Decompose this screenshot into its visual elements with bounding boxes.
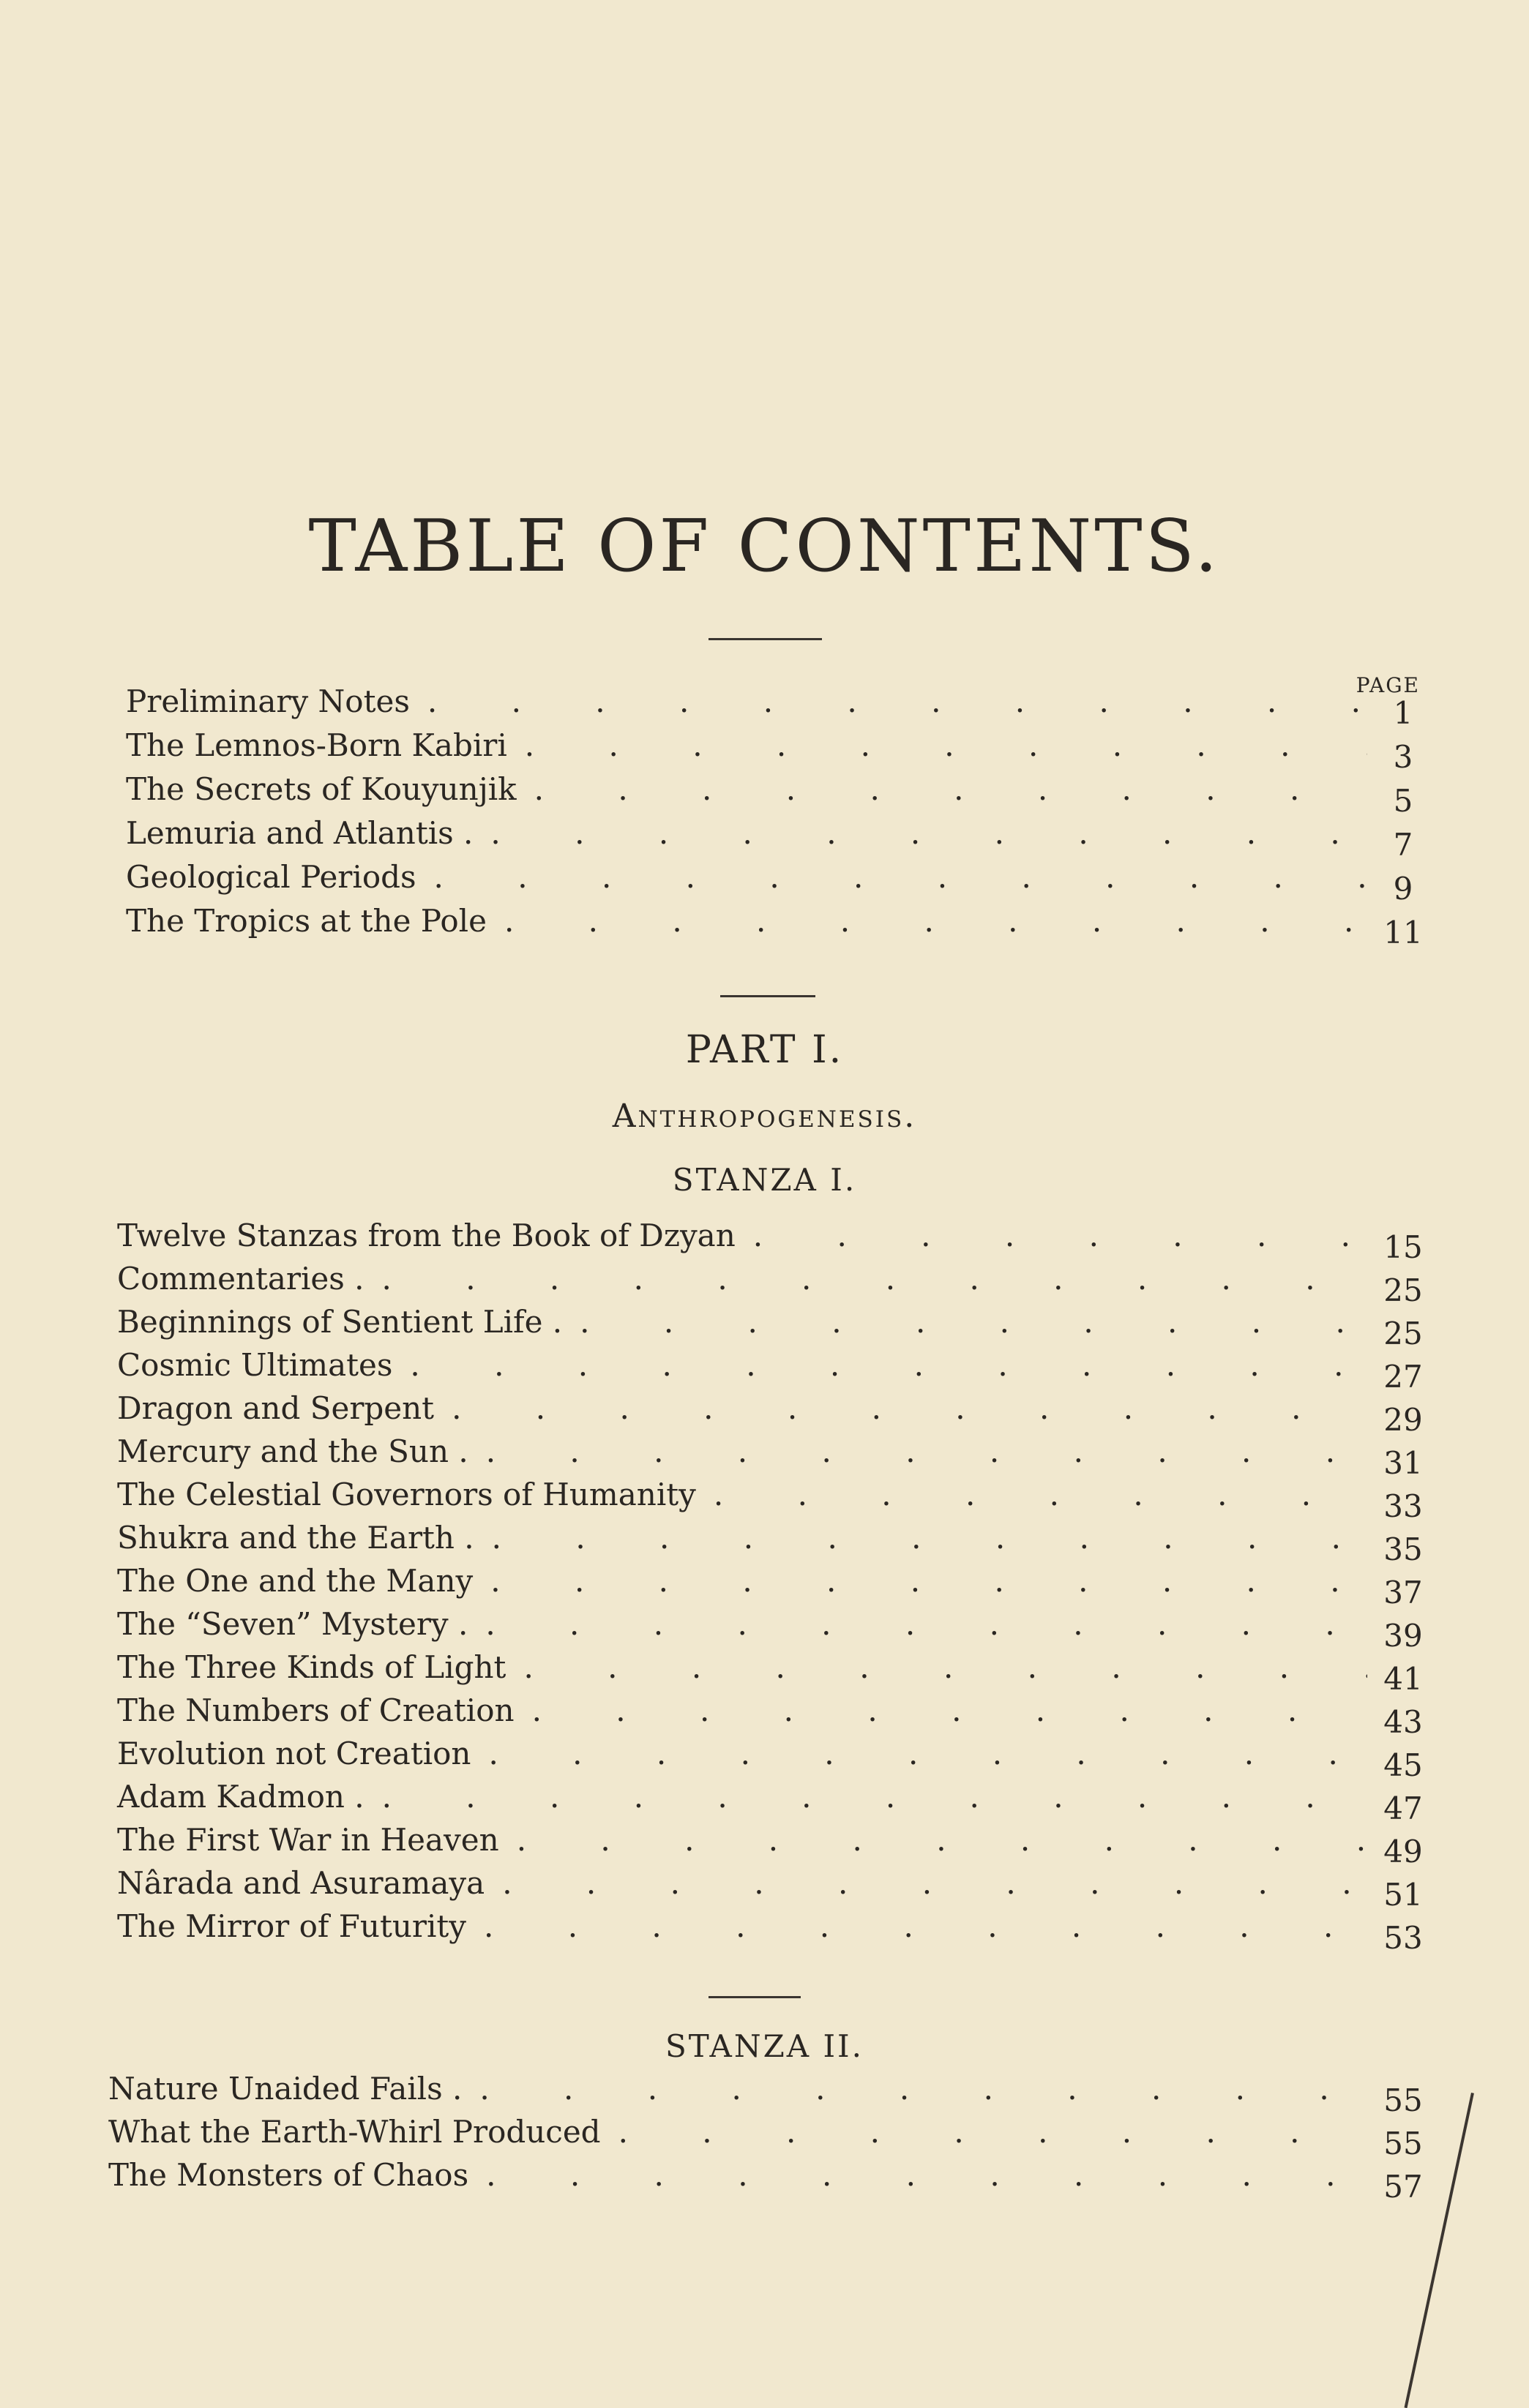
dot-leader (486, 2154, 1367, 2197)
dot-leader (382, 1258, 1367, 1300)
entry-title: The Celestial Governors of Humanity (117, 1477, 696, 1512)
entry-title: Evolution not Creation (117, 1736, 471, 1771)
part-divider (720, 995, 815, 997)
entry-page: 55 (1383, 2082, 1423, 2118)
entry-title: The Three Kinds of Light (117, 1649, 506, 1685)
dot-leader (485, 1603, 1367, 1646)
entry-title: Twelve Stanzas from the Book of Dzyan (117, 1218, 736, 1253)
dot-leader (753, 1215, 1367, 1257)
entry-page: 53 (1383, 1920, 1423, 1956)
entry-page: 31 (1383, 1445, 1423, 1481)
entry-page: 5 (1393, 783, 1413, 819)
entry-title: The “Seven” Mystery . (117, 1606, 468, 1642)
dot-leader (410, 1344, 1367, 1387)
entry-title: Cosmic Ultimates (117, 1347, 393, 1383)
stanza-2-header (0, 2028, 1529, 2064)
part-subtitle: Anthropogenesis. (612, 1098, 917, 1135)
toc-entry[interactable] (126, 680, 1429, 731)
dot-leader (486, 1430, 1367, 1473)
dot-leader (532, 1689, 1367, 1732)
entry-page: 29 (1383, 1402, 1423, 1438)
toc-entry[interactable] (126, 812, 1429, 863)
toc-entry[interactable] (108, 2111, 1429, 2161)
part-title: PART I. (685, 1028, 844, 1072)
entry-page: 47 (1383, 1790, 1423, 1826)
dot-leader (504, 900, 1367, 942)
entry-page: 25 (1383, 1272, 1423, 1308)
toc-entry[interactable] (117, 1301, 1429, 1351)
entry-page: 41 (1383, 1661, 1423, 1697)
toc-entry[interactable] (108, 2068, 1429, 2118)
title-divider (709, 638, 822, 640)
entry-title: Beginnings of Sentient Life . (117, 1304, 563, 1340)
entry-page: 35 (1383, 1531, 1423, 1567)
entry-page: 1 (1393, 695, 1413, 731)
stanza-1-header (0, 1162, 1529, 1198)
toc-entry[interactable] (117, 1689, 1429, 1740)
entry-page: 51 (1383, 1877, 1423, 1913)
entry-page: 55 (1383, 2126, 1423, 2161)
entry-page: 37 (1383, 1575, 1423, 1610)
entry-title: The First War in Heaven (117, 1822, 499, 1858)
part-subheader (0, 1098, 1529, 1135)
dot-leader (479, 2068, 1367, 2110)
stanza-2-title: STANZA II. (665, 2028, 864, 2064)
entry-title: The Numbers of Creation (117, 1692, 515, 1728)
dot-leader (427, 680, 1367, 723)
dot-leader (434, 856, 1367, 899)
entry-page: 39 (1383, 1618, 1423, 1654)
dot-leader (488, 1733, 1367, 1775)
entry-page: 49 (1383, 1834, 1423, 1869)
entry-title: What the Earth-Whirl Produced (108, 2114, 601, 2150)
stanza-1-title: STANZA I. (672, 1162, 857, 1198)
entry-page: 25 (1383, 1316, 1423, 1351)
dot-leader (618, 2111, 1367, 2153)
dot-leader (382, 1776, 1367, 1818)
dot-leader (523, 1646, 1367, 1689)
entry-title: Mercury and the Sun . (117, 1433, 468, 1469)
entry-title: Nature Unaided Fails . (108, 2071, 463, 2107)
dot-leader (534, 768, 1367, 811)
toc-entry[interactable] (117, 1905, 1429, 1956)
toc-entry[interactable] (126, 900, 1429, 950)
entry-title: Adam Kadmon . (117, 1779, 365, 1815)
stanza-divider (709, 1996, 801, 1998)
entry-title: Preliminary Notes (126, 683, 410, 719)
toc-entry[interactable] (117, 1560, 1429, 1610)
toc-entry[interactable] (117, 1344, 1429, 1395)
toc-entry[interactable] (117, 1646, 1429, 1697)
toc-entry[interactable] (117, 1474, 1429, 1524)
toc-entry[interactable] (117, 1776, 1429, 1826)
entry-title: The Mirror of Futurity (117, 1908, 466, 1944)
entry-page: 3 (1393, 739, 1413, 775)
dot-leader (517, 1819, 1367, 1861)
entry-page: 45 (1383, 1747, 1423, 1783)
dot-leader (525, 724, 1367, 767)
entry-title: Shukra and the Earth . (117, 1520, 474, 1556)
toc-entry[interactable] (117, 1430, 1429, 1481)
entry-page: 27 (1383, 1359, 1423, 1395)
toc-entry[interactable] (117, 1819, 1429, 1869)
toc-entry[interactable] (117, 1215, 1429, 1265)
dot-leader (484, 1905, 1367, 1948)
entry-page: 9 (1393, 871, 1413, 907)
entry-page: 57 (1383, 2169, 1423, 2205)
dot-leader (492, 1517, 1367, 1559)
entry-title: The One and the Many (117, 1563, 474, 1599)
dot-leader (714, 1474, 1367, 1516)
toc-entry[interactable] (126, 768, 1429, 819)
dot-leader (490, 1560, 1367, 1602)
toc-entry[interactable] (117, 1387, 1429, 1438)
toc-entry[interactable] (117, 1258, 1429, 1308)
dot-leader (490, 812, 1367, 855)
toc-entry[interactable] (108, 2154, 1429, 2205)
dot-leader (452, 1387, 1367, 1430)
entry-title: Geological Periods (126, 859, 416, 895)
toc-entry[interactable] (117, 1733, 1429, 1783)
toc-entry[interactable] (126, 856, 1429, 907)
entry-title: The Secrets of Kouyunjik (126, 771, 517, 807)
entry-page: 15 (1383, 1229, 1423, 1265)
entry-title: The Monsters of Chaos (108, 2157, 469, 2193)
toc-entry[interactable] (117, 1862, 1429, 1913)
toc-entry[interactable] (117, 1603, 1429, 1654)
page-column-label: PAGE (1356, 673, 1420, 697)
page-title: TABLE OF CONTENTS. (308, 505, 1221, 588)
dot-leader (580, 1301, 1367, 1343)
part-header (0, 1028, 1529, 1072)
entry-title: Lemuria and Atlantis . (126, 815, 474, 851)
toc-entry[interactable] (117, 1517, 1429, 1567)
entry-page: 33 (1383, 1488, 1423, 1524)
entry-page: 43 (1383, 1704, 1423, 1740)
entry-page: 7 (1393, 827, 1413, 863)
entry-title: The Lemnos-Born Kabiri (126, 727, 507, 763)
entry-title: Dragon and Serpent (117, 1390, 435, 1426)
entry-title: Commentaries . (117, 1261, 365, 1297)
entry-title: Nârada and Asuramaya (117, 1865, 485, 1901)
entry-page: 11 (1383, 915, 1423, 950)
entry-title: The Tropics at the Pole (126, 903, 487, 939)
toc-entry[interactable] (126, 724, 1429, 775)
dot-leader (502, 1862, 1367, 1905)
